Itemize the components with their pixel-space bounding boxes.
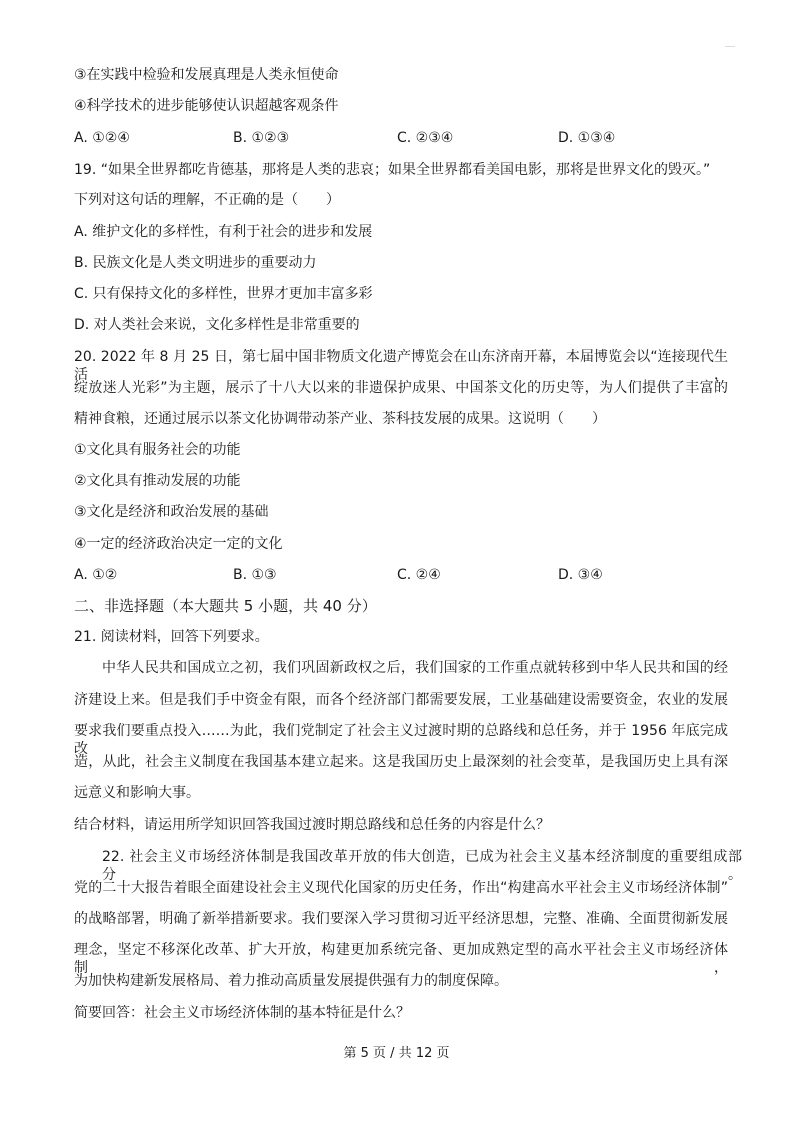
q19-stem-line: 下列对这句话的理解，不正确的是（ ）: [74, 192, 340, 208]
q21-material-line: 要求我们要重点投入……为此，我们党制定了社会主义过渡时期的总路线和总任务，并于 1956 年底完成改: [74, 723, 728, 757]
q19-option-d: D. 对人类社会来说，文化多样性是非常重要的: [74, 317, 360, 333]
q21-stem: 21. 阅读材料，回答下列要求。: [74, 629, 269, 645]
q22-material-line: 为加快构建新发展格局、着力推动高质量发展提供强有力的制度保障。: [74, 973, 508, 989]
q21-material-line: 济建设上来。但是我们手中资金有限，而各个经济部门都需要发展，工业基础建设需要资金，农业的发展: [74, 692, 728, 708]
q20-stem-line: 绽放迷人光彩”为主题，展示了十八大以来的非遗保护成果、中国茶文化的历史等，为人们提供了丰富的: [74, 380, 728, 396]
q22-material-line: 的战略部署，明确了新举措新要求。我们要深入学习贯彻习近平经济思想，完整、准确、全面贯彻新发展: [74, 911, 728, 927]
section-heading: 二、非选择题（本大题共 5 小题，共 40 分）: [74, 597, 377, 615]
q18-option-d: D. ①③④: [558, 130, 616, 146]
q18-option-b: B. ①②③: [233, 130, 290, 146]
q20-item-3: ③文化是经济和政治发展的基础: [74, 504, 269, 520]
page-corner-mark: [725, 46, 735, 47]
q18-item-4: ④科学技术的进步能够使认识超越客观条件: [74, 98, 339, 114]
q21-material-line: 造，从此，社会主义制度在我国基本建立起来。这是我国历史上最深刻的社会变革，是我国历史上具有深: [74, 754, 728, 770]
q20-stem-line: 20. 2022 年 8 月 25 日，第七届中国非物质文化遗产博览会在山东济南开幕，本届博览会以“连接现代生活，: [74, 349, 728, 383]
q22-question: 简要回答：社会主义市场经济体制的基本特征是什么？: [74, 1005, 410, 1021]
q20-item-1: ①文化具有服务社会的功能: [74, 442, 241, 458]
q20-option-a: A. ①②: [74, 567, 118, 583]
q22-material-line: 党的二十大报告着眼全面建设社会主义现代化国家的历史任务，作出“构建高水平社会主义市场经济体制”: [74, 880, 728, 896]
q20-option-c: C. ②④: [397, 567, 441, 583]
q19-stem-line: 19. “如果全世界都吃肯德基，那将是人类的悲哀；如果全世界都看美国电影，那将是世界文化的毁灭。”: [74, 162, 711, 178]
q21-question: 结合材料，请运用所学知识回答我国过渡时期总路线和总任务的内容是什么？: [74, 817, 550, 833]
q21-material-line: 远意义和影响大事。: [74, 785, 200, 801]
q20-item-2: ②文化具有推动发展的功能: [74, 473, 241, 489]
q20-stem-line: 精神食粮，还通过展示以茶文化协调带动茶产业、茶科技发展的成果。这说明（ ）: [74, 411, 606, 427]
q20-option-b: B. ①③: [233, 567, 277, 583]
q20-item-4: ④一定的经济政治决定一定的文化: [74, 536, 283, 552]
q19-option-a: A. 维护文化的多样性，有利于社会的进步和发展: [74, 224, 373, 240]
q18-item-3: ③在实践中检验和发展真理是人类永恒使命: [74, 67, 339, 83]
q19-option-c: C. 只有保持文化的多样性，世界才更加丰富多彩: [74, 286, 373, 302]
q20-option-d: D. ③④: [558, 567, 603, 583]
q22-material-line: 22. 社会主义市场经济体制是我国改革开放的伟大创造，已成为社会主义基本经济制度的重要组成部分。: [102, 849, 742, 883]
q18-option-a: A. ①②④: [74, 130, 130, 146]
q18-option-c: C. ②③④: [397, 130, 454, 146]
page-number: 第 5 页 / 共 12 页: [343, 1046, 450, 1061]
q22-material-line: 理念，坚定不移深化改革、扩大开放，构建更加系统完备、更加成熟定型的高水平社会主义市场经济体制，: [74, 942, 728, 976]
q19-option-b: B. 民族文化是人类文明进步的重要动力: [74, 255, 317, 271]
q21-material-line: 中华人民共和国成立之初，我们巩固新政权之后，我们国家的工作重点就转移到中华人民共和国的经: [102, 660, 728, 676]
